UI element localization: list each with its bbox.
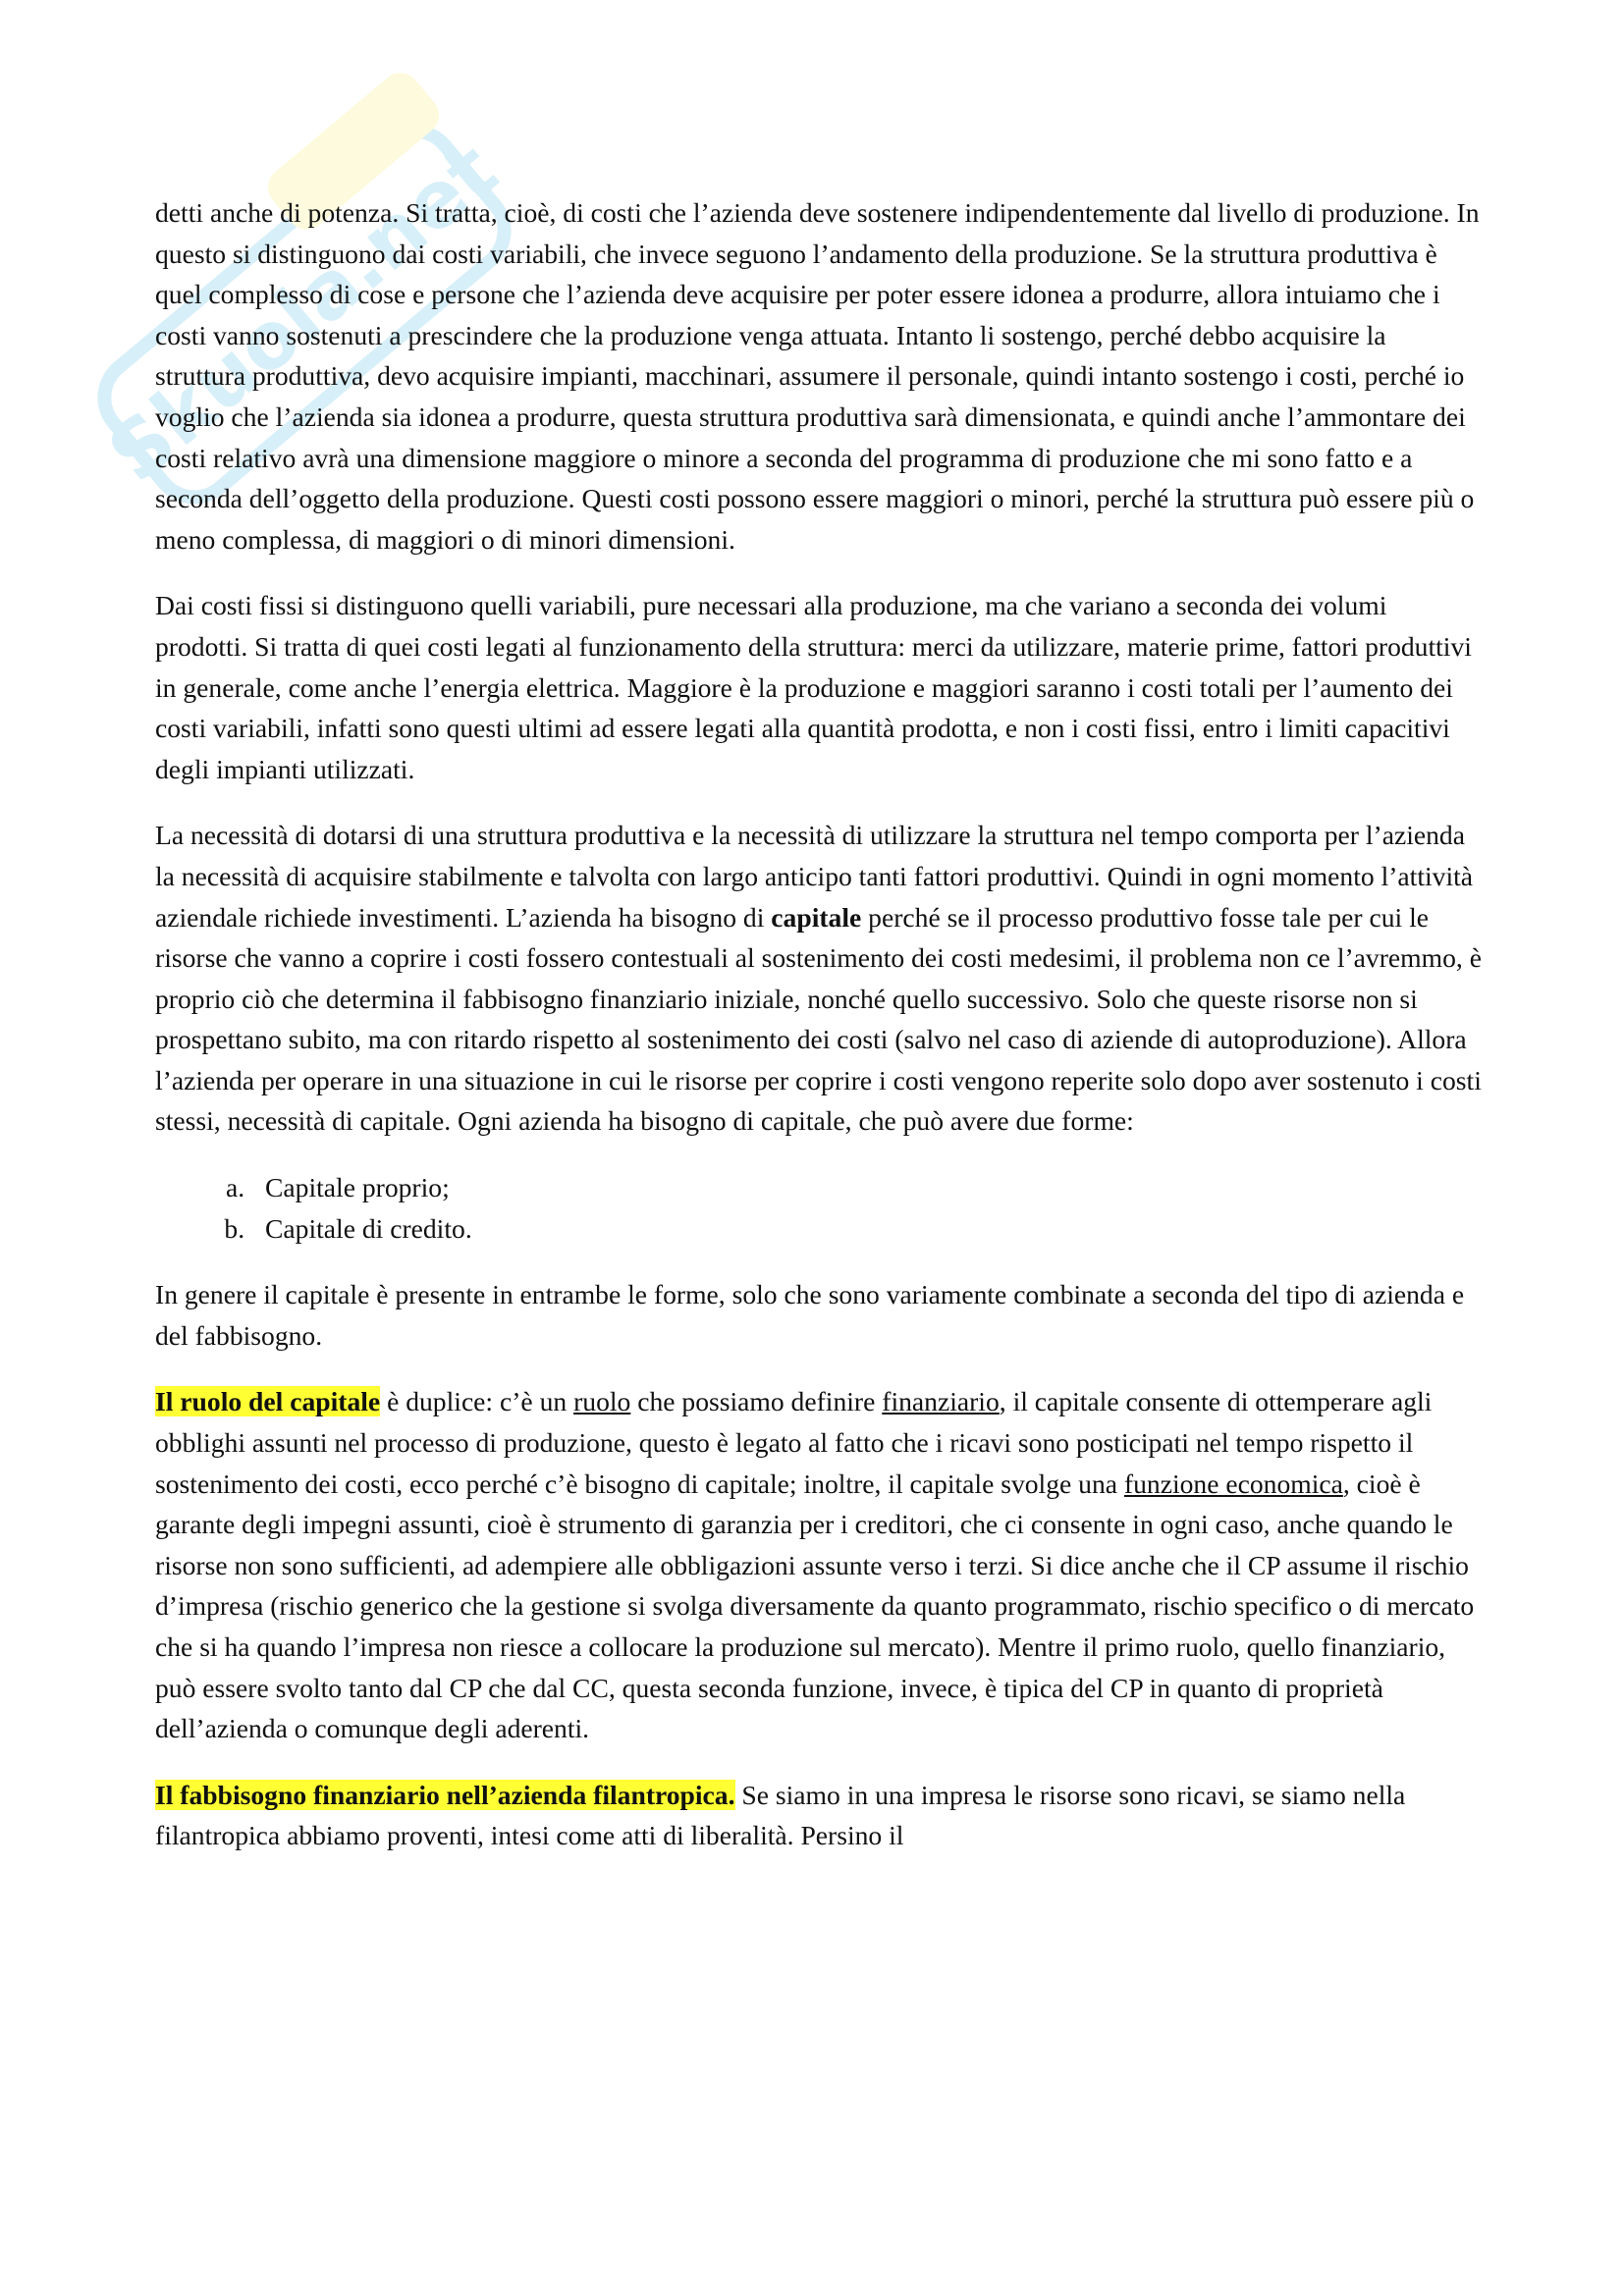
text-run: La necessità di dotarsi di una struttura produttiva e la necessità di utilizzare la struttura nel tempo comporta per l’azienda la necessità di acquisire stabilmente e talvolta con largo anticipo tanti fattori produttivi. Quindi in ogni momento l’attività aziendale richiede investimenti. L’azienda ha bisogno di xyxy=(155,820,1474,933)
list-item: b. Capitale di credito. xyxy=(251,1208,1483,1250)
underlined-term: funzione economica xyxy=(1123,1468,1343,1499)
text-run: Se siamo in una impresa le risorse sono ricavi, se siamo nella filantropica abbiamo proventi, intesi come atti di liberalità. Persino il xyxy=(155,1779,1406,1851)
highlighted-heading: Il fabbisogno finanziario nell’azienda filantropica. xyxy=(155,1779,735,1810)
paragraph-capital-combination: In genere il capitale è presente in entrambe le forme, solo che sono variamente combinate a seconda del tipo di azienda e del fabbisogno. xyxy=(155,1279,1465,1351)
highlighted-heading: Il ruolo del capitale xyxy=(155,1386,381,1417)
paragraph-fixed-costs: detti anche di potenza. Si tratta, cioè, di costi che l’azienda deve sostenere indipendentemente dal livello di produzione. In questo si distinguono dai costi variabili, che invece seguono l’andamento della produzione. Se la struttura produttiva è quel complesso di cose e persone che l’azienda deve acquisire per poter essere idonea a produrre, allora intuiamo che i costi vanno sostenuti a prescindere che la produzione venga attuata. Intanto li sostengo, perché debbo acquisire la struttura produttiva, devo acquisire impianti, macchinari, assumere il personale, quindi intanto sostengo i costi, perché io voglio che l’azienda sia idonea a produrre, questa struttura produttiva sarà dimensionata, e quindi anche l’ammontare dei costi relativo avrà una dimensione maggiore o minore a seconda del programma di produzione che mi sono fatto e a seconda dell’oggetto della produzione. Questi costi possono essere maggiori o minori, perché la struttura può essere più o meno complessa, di maggiori o di minori dimensioni. xyxy=(155,197,1480,555)
text-run: è duplice: c’è un xyxy=(380,1386,574,1417)
capital-forms-list xyxy=(155,1167,1483,1249)
paragraph-variable-costs: Dai costi fissi si distinguono quelli variabili, pure necessari alla produzione, ma che variano a seconda dei volumi prodotti. Si tratta di quei costi legati al funzionamento della struttura: merci da utilizzare, materie prime, fattori produttivi in generale, come anche l’energia elettrica. Maggiore è la produzione e maggiori saranno i costi totali per l’aumento dei costi variabili, infatti sono questi ultimi ad essere legati alla quantità prodotta, e non i costi fissi, entro i limiti capacitivi degli impianti utilizzati. xyxy=(155,590,1472,784)
text-run: che possiamo definire xyxy=(630,1386,883,1417)
text-run: perché se il processo produttivo fosse tale per cui le risorse che vanno a coprire i costi fossero contestuali al sostenimento dei costi medesimi, il problema non ce l’avremmo, è proprio ciò che determina il fabbisogno finanziario iniziale, nonché quello successivo. Solo che queste risorse non si prospettano subito, ma con ritardo rispetto al sostenimento dei costi (salvo nel caso di aziende di autoproduzione). Allora l’azienda per operare in una situazione in cui le risorse per coprire i costi vengono reperite solo dopo aver sostenuto i costi stessi, necessità di capitale. Ogni azienda ha bisogno di capitale, che può avere due forme: xyxy=(155,901,1482,1137)
underlined-term: finanziario xyxy=(882,1386,1000,1417)
paragraph-capital-role xyxy=(155,1381,1483,1748)
list-item: a. Capitale proprio; xyxy=(251,1167,1483,1208)
text-run: , il capitale consente di ottemperare agli obblighi assunti nel processo di produzione, questo è legato al fatto che i ricavi sono posticipati nel tempo rispetto il sostenimento dei costi, ecco perché c’è bisogno di capitale; inoltre, il capitale svolge una xyxy=(155,1386,1433,1499)
underlined-term: ruolo xyxy=(573,1386,631,1417)
text-run: , cioè è garante degli impegni assunti, cioè è strumento di garanzia per i creditori, che ci consente in ogni caso, anche quando le risorse non sono sufficienti, ad adempiere alle obbligazioni assunte verso i terzi. Si dice anche che il CP assume il rischio d’impresa (rischio generico che la gestione si svolga diversamente da quanto programmato, rischio specifico o di mercato che si ha quando l’impresa non riesce a collocare la produzione sul mercato). Mentre il primo ruolo, quello finanziario, può essere svolto tanto dal CP che dal CC, questa seconda funzione, invece, è tipica del CP in quanto di proprietà dell’azienda o comunque degli aderenti. xyxy=(155,1468,1475,1744)
watermark-text: Skuola.net xyxy=(91,124,514,501)
document-page xyxy=(155,192,1483,1882)
paragraph-capital-need xyxy=(155,815,1483,1142)
bold-term-capitale: capitale xyxy=(771,901,862,933)
paragraph-philanthropic-needs xyxy=(155,1775,1483,1856)
